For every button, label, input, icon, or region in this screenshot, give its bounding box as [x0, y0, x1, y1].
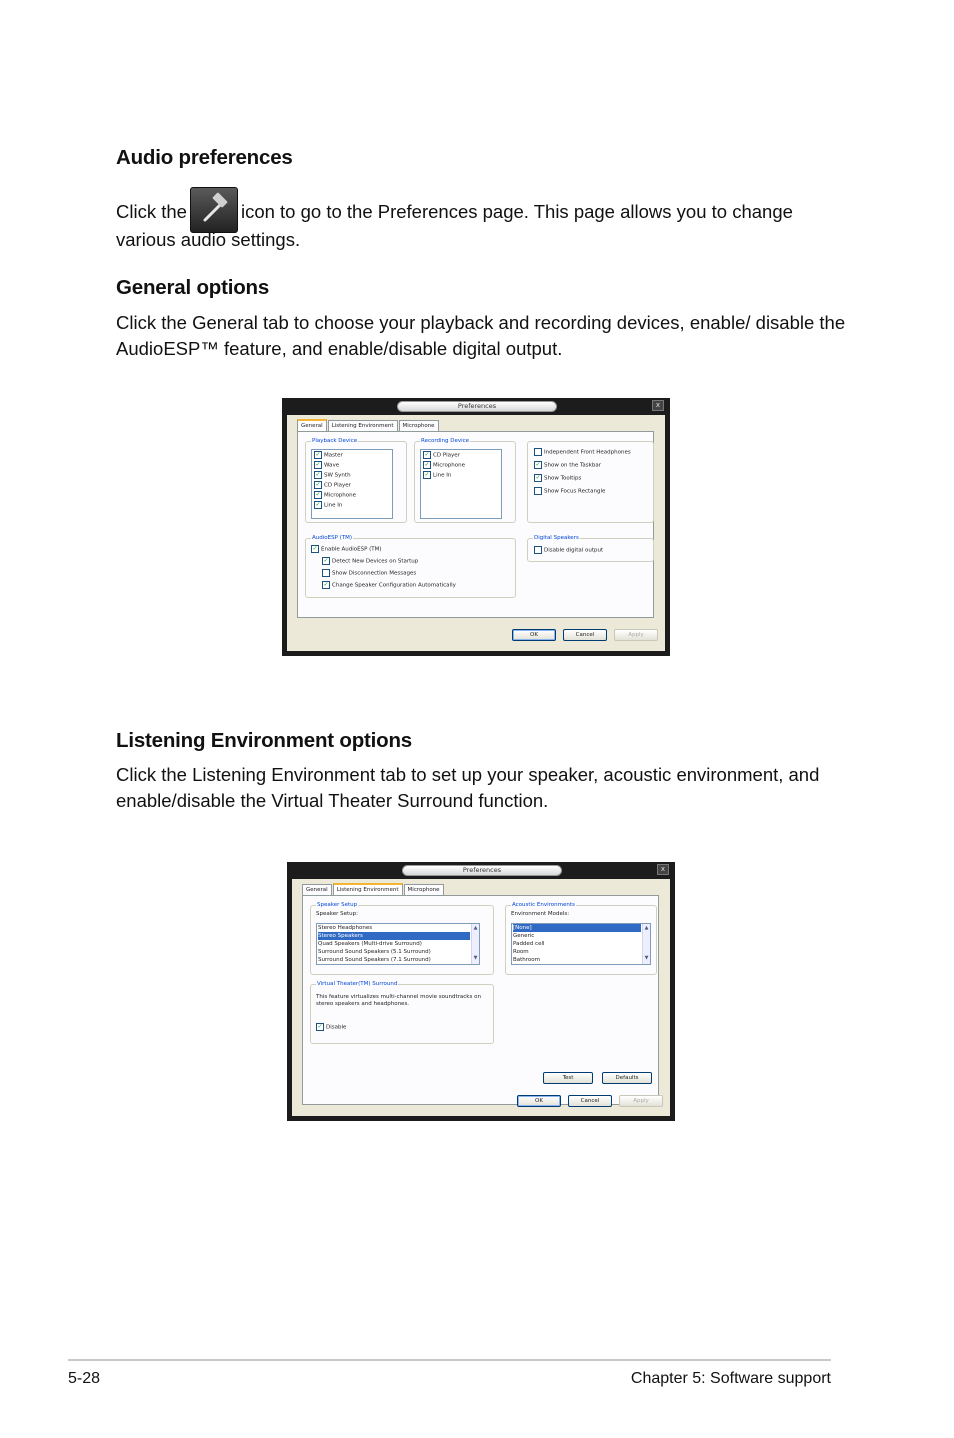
- list-item[interactable]: ✓ Line In: [424, 471, 452, 479]
- checkbox[interactable]: ✓: [315, 501, 321, 508]
- cancel-button[interactable]: Cancel: [563, 629, 607, 641]
- list-item[interactable]: ✓ Master: [315, 451, 343, 459]
- list-item[interactable]: Stereo Headphones: [318, 925, 373, 931]
- test-button[interactable]: Test: [543, 1072, 593, 1084]
- list-item[interactable]: ✓ Microphone: [315, 491, 357, 499]
- ok-button[interactable]: OK: [512, 629, 556, 641]
- checkbox[interactable]: ✓: [424, 471, 430, 478]
- close-icon[interactable]: x: [657, 864, 669, 875]
- option-show-tooltips[interactable]: ✓ Show Tooltips: [535, 474, 582, 482]
- checkbox[interactable]: ✓: [315, 491, 321, 498]
- apply-button[interactable]: Apply: [619, 1095, 663, 1107]
- option-independent-headphones[interactable]: Independent Front Headphones: [534, 448, 631, 456]
- scroll-up-icon[interactable]: ▲: [473, 925, 478, 931]
- scroll-down-icon[interactable]: ▼: [644, 955, 649, 961]
- tab-general[interactable]: General: [302, 884, 332, 895]
- tab-general[interactable]: General: [297, 419, 327, 433]
- checkbox[interactable]: ✓: [315, 471, 321, 478]
- heading-general-options: General options: [116, 276, 270, 299]
- environment-models-label: Environment Models:: [511, 911, 570, 917]
- acoustic-environments-label: Acoustic Environments: [512, 902, 575, 908]
- digital-speakers-label: Digital Speakers: [534, 535, 579, 541]
- audioesp-label: AudioESP (TM): [312, 535, 353, 541]
- list-item[interactable]: Quad Speakers (Multi-drive Surround): [318, 941, 422, 947]
- recording-device-label: Recording Device: [421, 438, 470, 444]
- virtual-theater-label: Virtual Theater(TM) Surround: [317, 981, 398, 987]
- list-item[interactable]: ✓ CD Player: [424, 451, 460, 459]
- audioesp-group: [305, 535, 516, 598]
- disable-digital-output-checkbox[interactable]: Disable digital output: [534, 546, 603, 554]
- checkbox[interactable]: ✓: [312, 545, 318, 552]
- scrollbar[interactable]: [642, 924, 650, 964]
- heading-listening-environment: Listening Environment options: [116, 729, 413, 752]
- options-group: [527, 441, 654, 523]
- checkbox[interactable]: [534, 448, 542, 456]
- listening-environment-text: Click the Listening Environment tab to set up your speaker, acoustic environment, and enable/disable the Virtual Theater Surround function.: [116, 764, 820, 811]
- option-show-taskbar[interactable]: ✓ Show on the Taskbar: [535, 461, 601, 469]
- recording-device-group: [414, 438, 516, 523]
- tab-microphone[interactable]: Microphone: [399, 420, 439, 431]
- show-disconnection-checkbox[interactable]: Show Disconnection Messages: [322, 569, 416, 577]
- list-item[interactable]: Room: [513, 949, 529, 955]
- list-item[interactable]: Generic: [513, 933, 535, 939]
- disable-virtual-checkbox[interactable]: ✓ Disable: [317, 1023, 347, 1031]
- change-speaker-config-checkbox[interactable]: ✓ Change Speaker Configuration Automatically: [323, 581, 456, 589]
- tab-listening-environment[interactable]: Listening Environment: [333, 883, 403, 897]
- checkbox[interactable]: ✓: [535, 474, 541, 481]
- checkbox[interactable]: ✓: [323, 581, 329, 588]
- option-show-focus-rectangle[interactable]: Show Focus Rectangle: [534, 487, 605, 495]
- list-item-selected[interactable]: Stereo Speakers: [318, 932, 470, 940]
- checkbox[interactable]: ✓: [315, 461, 321, 468]
- tab-microphone[interactable]: Microphone: [404, 884, 444, 895]
- list-item[interactable]: ✓ Line In: [315, 501, 343, 509]
- list-item[interactable]: ✓ SW Synth: [315, 471, 351, 479]
- checkbox[interactable]: [322, 569, 330, 577]
- list-item[interactable]: Surround Sound Speakers (5.1 Surround): [318, 949, 431, 955]
- recording-device-list[interactable]: [420, 449, 502, 519]
- tab-panel-general: [297, 431, 654, 618]
- list-item[interactable]: ✓ Wave: [315, 461, 340, 469]
- chapter-title: Chapter 5: Software support: [630, 1370, 831, 1387]
- heading-audio-preferences: Audio preferences: [116, 146, 293, 169]
- playback-device-list[interactable]: [311, 449, 393, 519]
- page-number: 5-28: [68, 1370, 101, 1387]
- audio-preferences-text: Click the icon to go to the Preferences page. This page allows you to change: [116, 190, 846, 236]
- scrollbar[interactable]: [471, 924, 479, 964]
- list-item[interactable]: ✓ CD Player: [315, 481, 351, 489]
- tab-bar: [297, 420, 440, 431]
- tab-listening-environment[interactable]: Listening Environment: [328, 420, 398, 431]
- checkbox[interactable]: ✓: [317, 1023, 323, 1030]
- playback-device-group: [305, 438, 407, 523]
- tab-panel-listening: [302, 895, 659, 1105]
- apply-button[interactable]: Apply: [614, 629, 658, 641]
- list-item[interactable]: ✓ Microphone: [424, 461, 466, 469]
- scroll-down-icon[interactable]: ▼: [473, 955, 478, 961]
- list-item[interactable]: Padded cell: [513, 941, 545, 947]
- virtual-theater-description: This feature virtualizes multi-channel movie soundtracks on stereo speakers and headphones.: [316, 994, 481, 1007]
- dialog-title: Preferences: [402, 865, 562, 876]
- enable-audioesp-checkbox[interactable]: ✓ Enable AudioESP (TM): [312, 545, 382, 553]
- scroll-up-icon[interactable]: ▲: [644, 925, 649, 931]
- digital-speakers-group: [527, 535, 654, 562]
- checkbox[interactable]: ✓: [315, 481, 321, 488]
- general-options-text: Click the General tab to choose your playback and recording devices, enable/ disable the AudioESP™ feature, and enable/disable digital output.: [116, 312, 846, 359]
- defaults-button[interactable]: Defaults: [602, 1072, 652, 1084]
- speaker-setup-group: [310, 902, 494, 975]
- detect-new-devices-checkbox[interactable]: ✓ Detect New Devices on Startup: [323, 557, 419, 565]
- checkbox[interactable]: ✓: [424, 461, 430, 468]
- environment-models-list[interactable]: [511, 923, 651, 965]
- checkbox[interactable]: [534, 487, 542, 495]
- dialog-title: Preferences: [397, 401, 557, 412]
- footer-divider: [68, 1359, 831, 1361]
- virtual-theater-group: [310, 981, 494, 1044]
- playback-device-label: Playback Device: [312, 438, 358, 444]
- checkbox[interactable]: ✓: [535, 461, 541, 468]
- checkbox[interactable]: ✓: [424, 451, 430, 458]
- checkbox[interactable]: [534, 546, 542, 554]
- list-item-selected[interactable]: [None]: [513, 924, 641, 932]
- speaker-setup-group-label: Speaker Setup: [317, 902, 358, 908]
- audio-preferences-text-line2: various audio settings.: [116, 229, 301, 250]
- checkbox[interactable]: ✓: [323, 557, 329, 564]
- checkbox[interactable]: ✓: [315, 451, 321, 458]
- speaker-setup-list[interactable]: [316, 923, 480, 965]
- list-item[interactable]: Surround Sound Speakers (7.1 Surround): [318, 957, 431, 963]
- cancel-button[interactable]: Cancel: [568, 1095, 612, 1107]
- speaker-setup-label: Speaker Setup:: [316, 911, 358, 917]
- list-item[interactable]: Bathroom: [513, 957, 541, 963]
- close-icon[interactable]: x: [652, 400, 664, 411]
- ok-button[interactable]: OK: [517, 1095, 561, 1107]
- preferences-dialog-general: [282, 398, 670, 656]
- tab-bar: [302, 884, 445, 895]
- acoustic-environments-group: [505, 902, 657, 975]
- preferences-dialog-listening: [287, 862, 675, 1121]
